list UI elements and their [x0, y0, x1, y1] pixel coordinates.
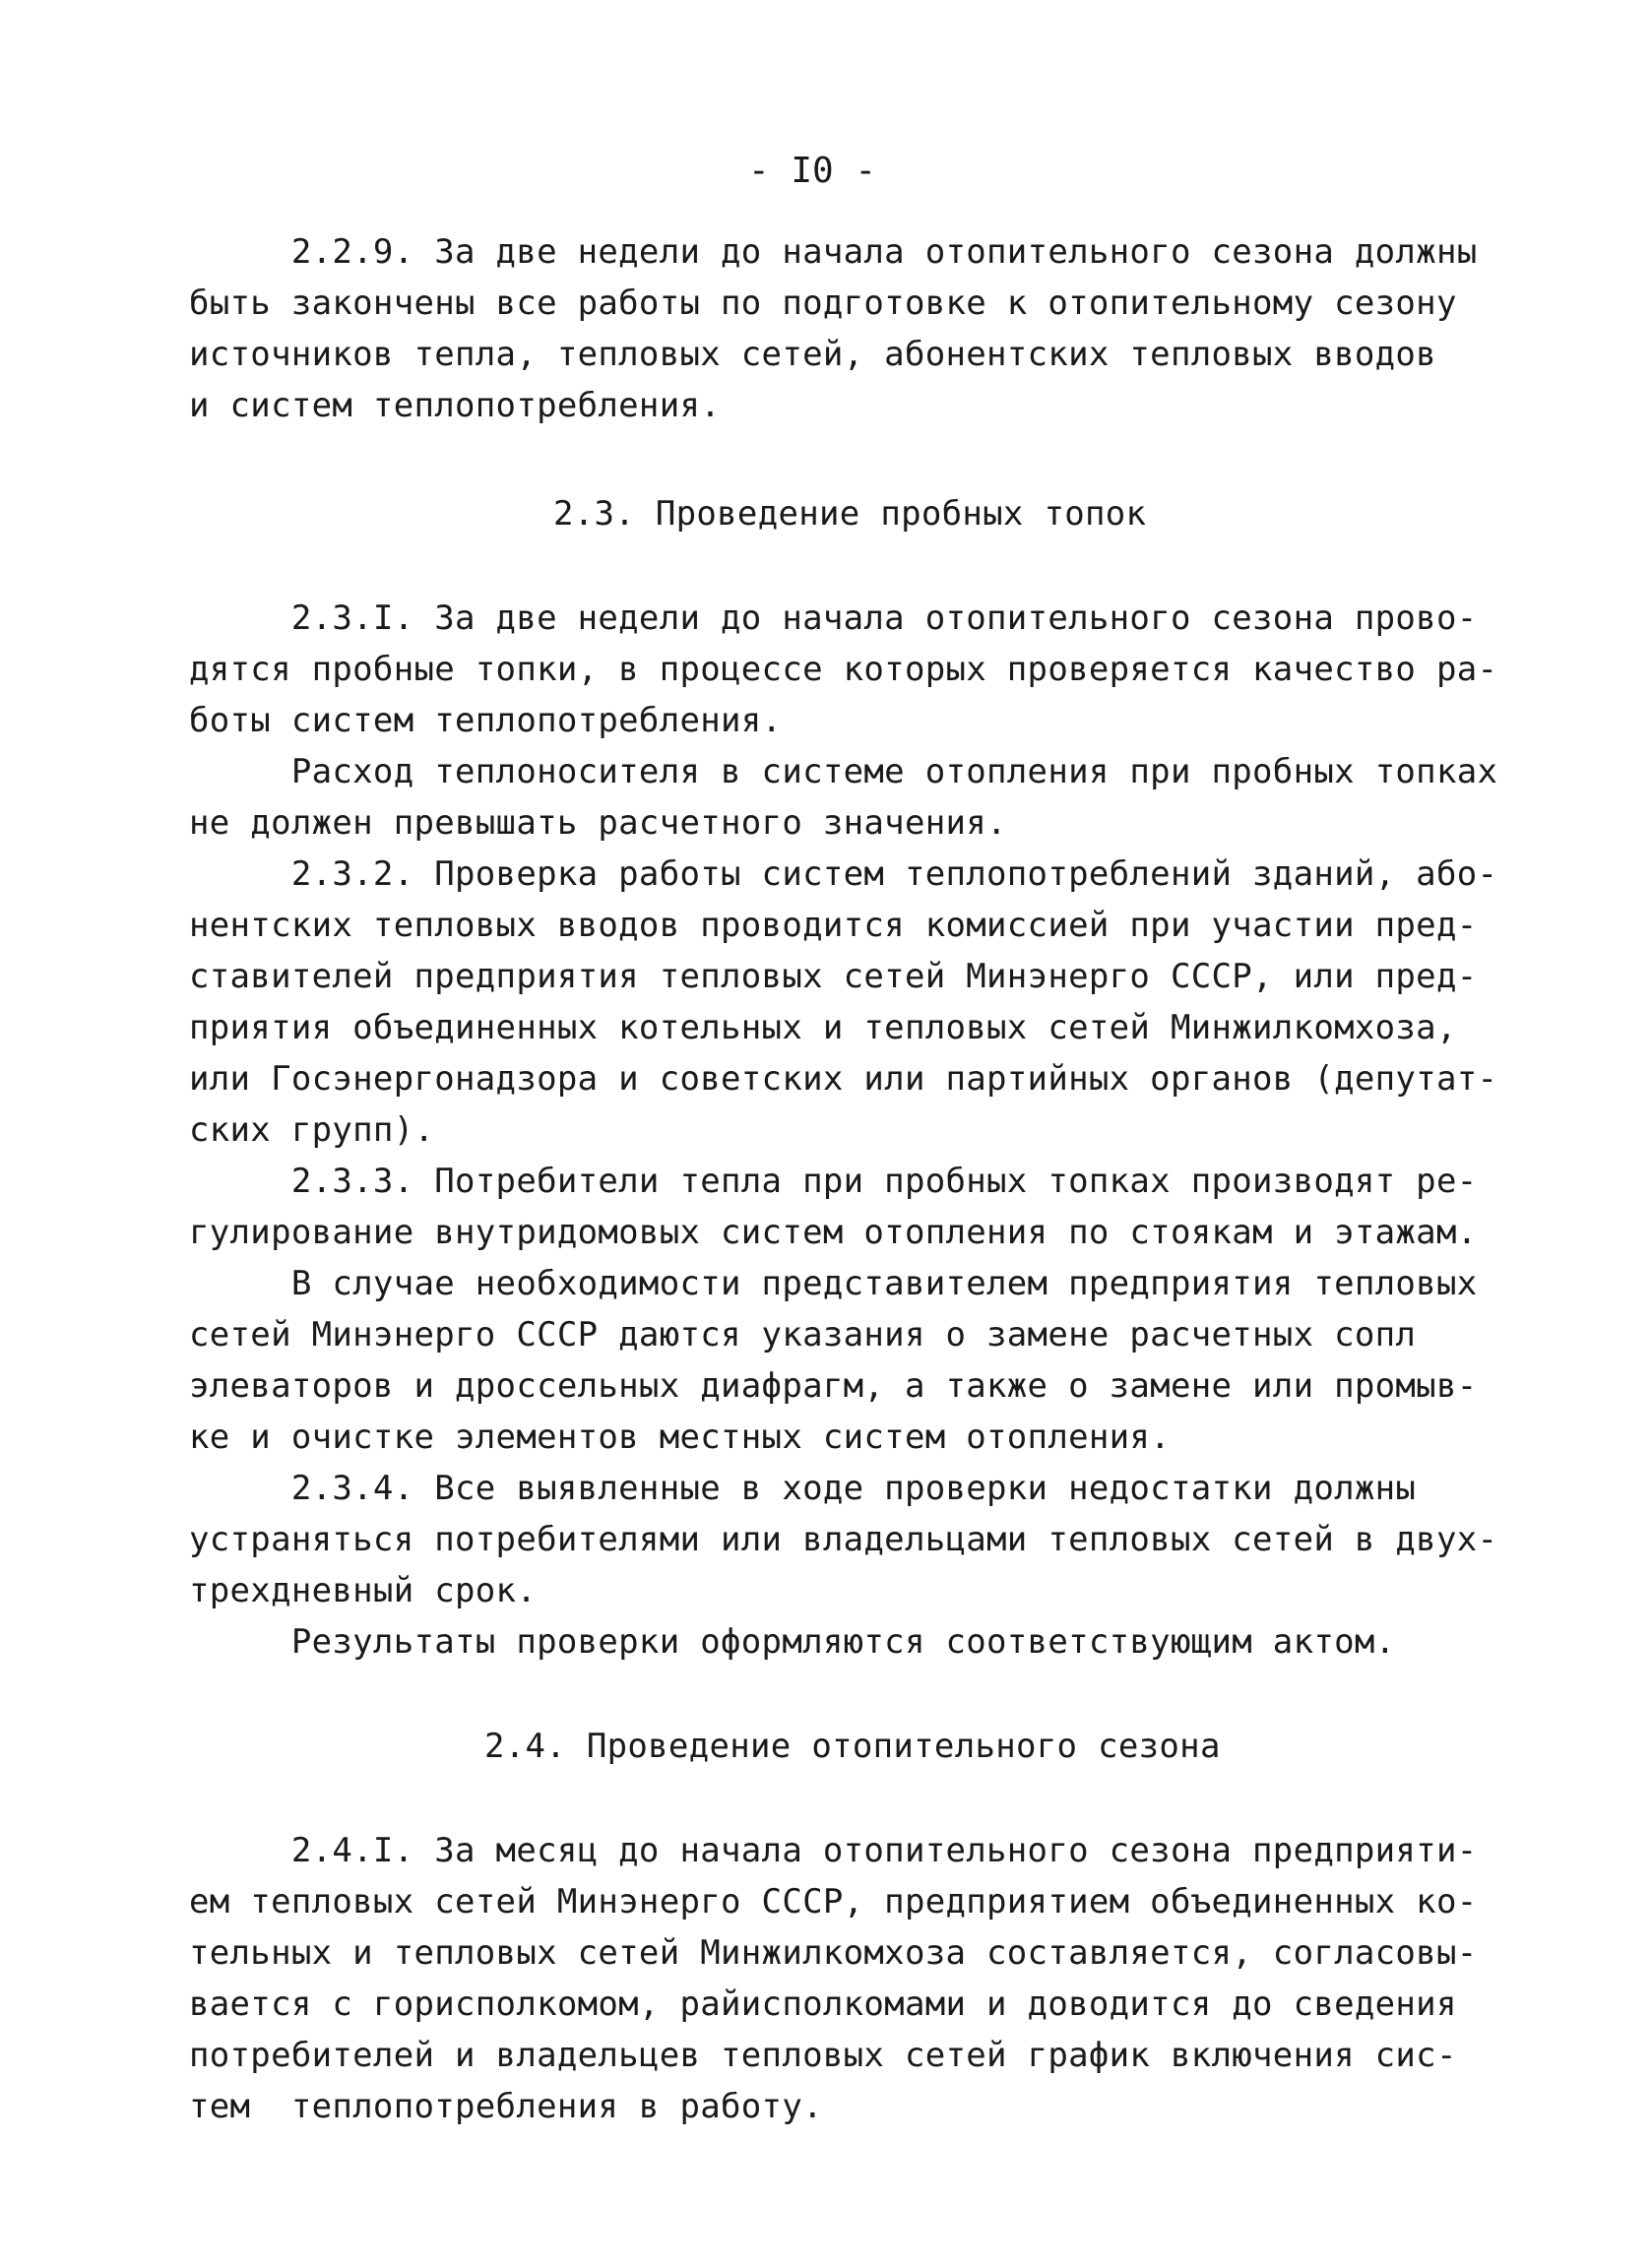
paragraph-2-4-1-line: 2.4.I. За месяц до начала отопительного сезона предприяти-: [189, 1831, 1478, 1870]
paragraph-2-2-9-line: и систем теплопотребления.: [189, 386, 722, 425]
paragraph-2-4-1-line: вается с горисполкомом, райисполкомами и доводится до сведения: [189, 1984, 1457, 2024]
paragraph-2-3-2-line: 2.3.2. Проверка работы систем теплопотреблений зданий, або-: [189, 854, 1498, 894]
paragraph-2-3-3-line: ке и очистке элементов местных систем отопления.: [189, 1418, 1171, 1457]
paragraph-2-3-3-line: 2.3.3. Потребители тепла при пробных топках производят ре-: [189, 1162, 1478, 1201]
paragraph-2-3-1-line: не должен превышать расчетного значения.: [189, 803, 1007, 843]
section-heading-2-4: 2.4. Проведение отопительного сезона: [484, 1727, 1221, 1766]
paragraph-2-3-3-line: сетей Минэнерго СССР даются указания о замене расчетных сопл: [189, 1315, 1417, 1354]
paragraph-2-3-4-line: 2.3.4. Все выявленные в ходе проверки недостатки должны: [189, 1469, 1417, 1508]
paragraph-2-3-1-line: Расход теплоносителя в системе отопления при пробных топках: [189, 752, 1498, 791]
paragraph-2-4-1-line: тем теплопотребления в работу.: [189, 2087, 823, 2126]
paragraph-2-3-2-line: или Госэнергонадзора и советских или партийных органов (депутат-: [189, 1059, 1498, 1099]
paragraph-2-3-2-line: ставителей предприятия тепловых сетей Минэнерго СССР, или пред-: [189, 957, 1478, 996]
paragraph-2-3-1-line: 2.3.I. За две недели до начала отопительного сезона прово-: [189, 598, 1478, 638]
paragraph-2-3-2-line: приятия объединенных котельных и тепловых сетей Минжилкомхоза,: [189, 1008, 1457, 1047]
paragraph-2-3-3-line: В случае необходимости представителем предприятия тепловых: [189, 1264, 1478, 1303]
paragraph-2-3-4-line: трехдневный срок.: [189, 1571, 538, 1610]
paragraph-2-3-4-line: Результаты проверки оформляются соответствующим актом.: [189, 1622, 1396, 1662]
paragraph-2-2-9-line: источников тепла, тепловых сетей, абонентских тепловых вводов: [189, 335, 1436, 374]
paragraph-2-3-2-line: ских групп).: [189, 1110, 435, 1150]
paragraph-2-3-1-line: боты систем теплопотребления.: [189, 701, 783, 740]
section-heading-2-3: 2.3. Проведение пробных топок: [553, 494, 1147, 534]
paragraph-2-4-1-line: потребителей и владельцев тепловых сетей график включения сис-: [189, 2036, 1457, 2075]
paragraph-2-2-9-line: быть закончены все работы по подготовке к отопительному сезону: [189, 284, 1457, 323]
paragraph-2-2-9-line: 2.2.9. За две недели до начала отопительного сезона должны: [189, 232, 1478, 272]
paragraph-2-3-4-line: устраняться потребителями или владельцами тепловых сетей в двух-: [189, 1520, 1498, 1559]
paragraph-2-3-2-line: нентских тепловых вводов проводится комиссией при участии пред-: [189, 906, 1478, 945]
paragraph-2-3-3-line: гулирование внутридомовых систем отопления по стоякам и этажам.: [189, 1213, 1478, 1252]
paragraph-2-3-1-line: дятся пробные топки, в процессе которых проверяется качество ра-: [189, 650, 1498, 689]
paragraph-2-4-1-line: тельных и тепловых сетей Минжилкомхоза составляется, согласовы-: [189, 1933, 1478, 1973]
paragraph-2-4-1-line: ем тепловых сетей Минэнерго СССР, предприятием объединенных ко-: [189, 1882, 1478, 1922]
page-number: - I0 -: [748, 151, 877, 191]
paragraph-2-3-3-line: элеваторов и дроссельных диафрагм, а также о замене или промыв-: [189, 1366, 1478, 1406]
